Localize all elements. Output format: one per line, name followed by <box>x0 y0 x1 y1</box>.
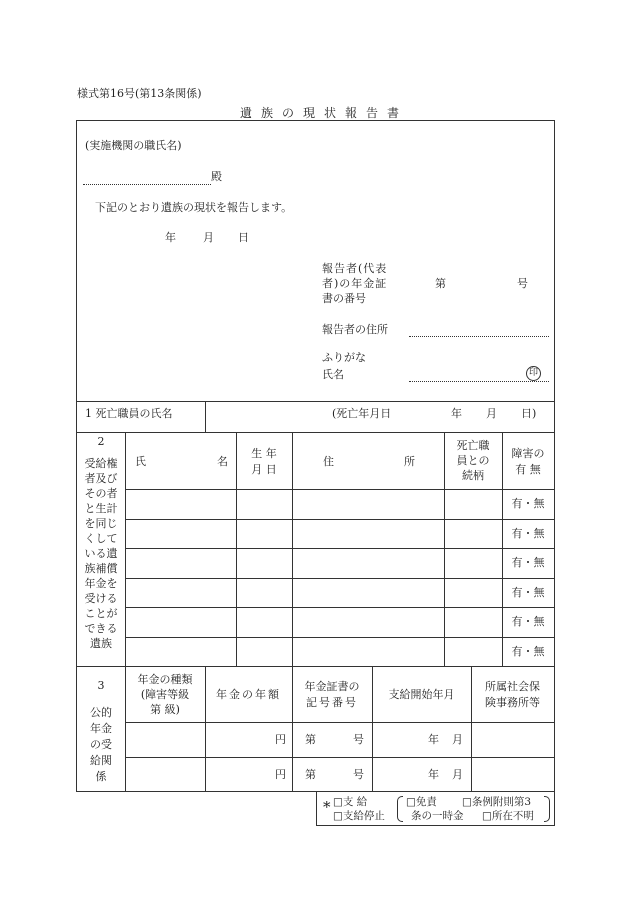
payment-checkbox[interactable]: □支 給 <box>333 796 368 808</box>
col-type-3: 第 級) <box>150 703 180 716</box>
col-office-2: 険事務所等 <box>485 696 540 709</box>
honorific: 殿 <box>211 170 222 183</box>
section1-label: 1 死亡職員の氏名 <box>85 407 173 420</box>
name-label: 氏名 <box>322 368 344 381</box>
form-number: 様式第16号(第13条関係) <box>77 87 202 100</box>
pension-dai: 第 <box>435 277 446 290</box>
death-date-open: (死亡年月日 <box>332 407 392 420</box>
row4-disability[interactable]: 有・無 <box>511 586 545 599</box>
section2-number: 2 <box>97 435 105 448</box>
date-year: 年 <box>165 231 176 244</box>
office-use-box <box>316 792 555 826</box>
row2-dai: 第 <box>305 768 316 781</box>
col-disability-1: 障害の <box>511 447 545 460</box>
col-cert-1: 年金証書の <box>304 680 360 693</box>
col-name-2: 名 <box>217 455 228 468</box>
statement-text: 下記のとおり遺族の現状を報告します。 <box>95 201 293 214</box>
col-cert-2: 記号番号 <box>306 696 358 709</box>
row2-year: 年 <box>428 768 439 781</box>
pension-go: 号 <box>517 277 528 290</box>
col-relation-1: 死亡職 <box>456 439 490 452</box>
row1-month: 月 <box>452 733 463 746</box>
report-form: (実施機関の職氏名) 殿 下記のとおり遺族の現状を報告します。 年 月 日 報告者(代表 者)の年金証 書の番号 第 号 報告者の住所 ふりがな 氏名 印 1 死亡職員の氏名 (死亡年月日 年 月 日) 2 受給権 者及び その者 と生計 を同じ くして いる遺 族補償 年金を 受ける ことが できる 遺族 氏 名 生 年 月 日 住 所 死亡職 員との 続柄 障害の 有 無 有・無 有・無 有・無 有・無 有・無 有・無 3 公的 年金 の受 給関 係 年金の種類 (障害等級 第 級) 年金の年額 年金証書の 記号番号 支給開始年月 所属社会保 険事務所等 円 第 号 年 月 円 第 号 年 月 <box>76 120 555 792</box>
document-title: 遺族の現状報告書 <box>239 106 408 120</box>
col-start: 支給開始年月 <box>388 688 455 701</box>
date-month: 月 <box>203 231 214 244</box>
institution-name-line[interactable] <box>83 184 211 185</box>
row2-go: 号 <box>353 768 364 781</box>
row2-month: 月 <box>452 768 463 781</box>
date-day: 日 <box>238 231 249 244</box>
col-relation-3: 続柄 <box>462 469 484 482</box>
row1-dai: 第 <box>305 733 316 746</box>
col-amount: 年金の年額 <box>216 688 281 701</box>
col-birth-1: 生 年 <box>251 447 277 460</box>
death-year: 年 <box>451 407 462 420</box>
row5-disability[interactable]: 有・無 <box>511 615 545 628</box>
name-line[interactable] <box>409 381 549 382</box>
col-type-1: 年金の種類 <box>137 673 193 686</box>
row2-yen: 円 <box>275 768 286 781</box>
institution-label: (実施機関の職氏名) <box>85 139 182 152</box>
section3-number: 3 <box>97 679 105 692</box>
col-office-1: 所属社会保 <box>485 680 540 693</box>
death-day: 日) <box>521 407 537 420</box>
col-disability-2: 有 無 <box>515 463 541 476</box>
address-label: 報告者の住所 <box>322 323 388 336</box>
right-brace <box>544 796 550 822</box>
death-month: 月 <box>486 407 497 420</box>
row1-disability[interactable]: 有・無 <box>511 497 545 510</box>
asterisk: * <box>323 798 331 816</box>
row1-year: 年 <box>428 733 439 746</box>
exempt-checkbox[interactable]: □免責 <box>406 796 437 808</box>
col-address-2: 所 <box>404 455 415 468</box>
col-relation-2: 員との <box>456 454 490 467</box>
col-address-1: 住 <box>323 455 334 468</box>
row1-go: 号 <box>353 733 364 746</box>
unknown-checkbox[interactable]: □所在不明 <box>482 810 534 822</box>
supplementary-checkbox[interactable]: □条例附則第3 <box>462 796 532 808</box>
payment-stop-checkbox[interactable]: □支給停止 <box>333 810 385 822</box>
row6-disability[interactable]: 有・無 <box>511 645 545 658</box>
col-birth-2: 月 日 <box>251 463 277 476</box>
left-brace <box>397 796 403 822</box>
seal-icon: 印 <box>526 366 541 381</box>
row1-yen: 円 <box>275 733 286 746</box>
col-name-1: 氏 <box>135 455 146 468</box>
furigana-label: ふりがな <box>322 351 366 364</box>
row2-disability[interactable]: 有・無 <box>511 527 545 540</box>
row3-disability[interactable]: 有・無 <box>511 556 545 569</box>
col-type-2: (障害等級 <box>140 688 190 701</box>
address-line[interactable] <box>409 336 549 337</box>
lump-sum-label: 条の一時金 <box>411 810 464 822</box>
